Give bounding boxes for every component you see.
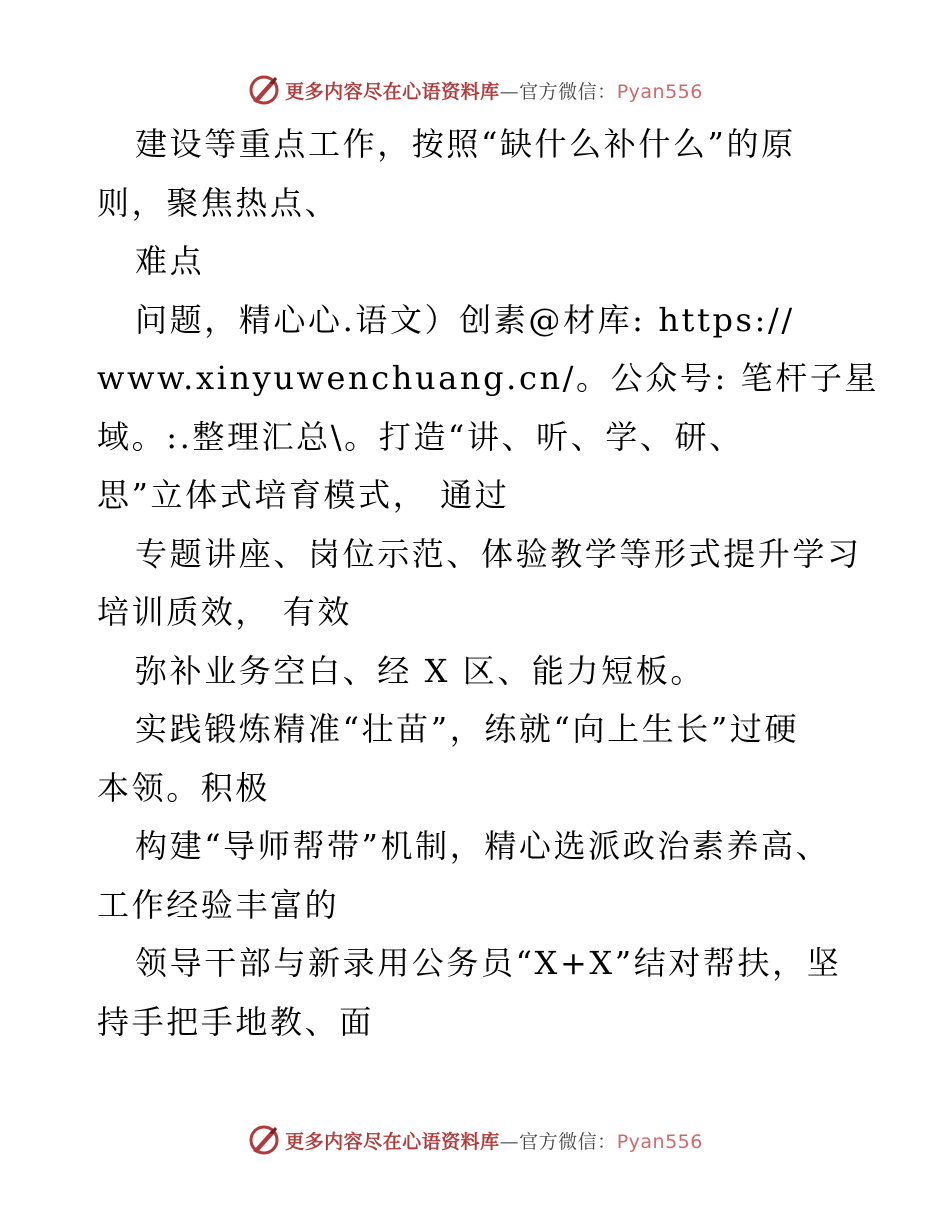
footer-banner [0, 1120, 950, 1160]
body-line: www.xinyuwenchuang.cn/。公众号: 笔杆子星 [97, 359, 880, 397]
header-banner-text [285, 77, 703, 104]
header-dash: — [499, 80, 520, 103]
body-line: 域。:.整理汇总\。打造“讲、听、学、研、 [97, 417, 744, 456]
footer-dash: — [499, 1130, 520, 1153]
header-banner [0, 70, 950, 110]
body-line: 领导干部与新录用公务员“X+X”结对帮扶，坚 [135, 944, 842, 982]
body-line: 培训质效， 有效 [97, 593, 352, 631]
header-account: Pyan556 [616, 80, 703, 103]
body-line: 本领。积极 [97, 768, 271, 807]
document-body [97, 115, 897, 1051]
footer-banner-text [285, 1127, 703, 1154]
pen-logo-icon [247, 73, 281, 107]
body-line: 专题讲座、岗位示范、体验教学等形式提升学习 [135, 534, 862, 573]
pen-logo-icon [247, 1123, 281, 1157]
body-line: 则，聚焦热点、 [97, 183, 340, 222]
body-line: 弥补业务空白、经 X 区、能力短板。 [135, 651, 705, 690]
body-line: 实践锻炼精准“壮苗”，练就“向上生长”过硬 [135, 710, 800, 748]
footer-official-label: 官方微信： [519, 1130, 617, 1153]
body-line: 建设等重点工作，按照“缺什么补什么”的原 [135, 125, 796, 163]
header-banner-inner [247, 73, 703, 107]
body-line: 构建“导师帮带”机制，精心选派政治素养高、 [135, 827, 831, 865]
footer-account: Pyan556 [616, 1130, 703, 1153]
footer-site-text: 更多内容尽在心语资料库 [285, 1130, 500, 1153]
body-line: 持手把手地教、面 [97, 1002, 374, 1041]
header-official-label: 官方微信： [519, 80, 617, 103]
header-site-text: 更多内容尽在心语资料库 [285, 80, 500, 103]
body-line: 问题，精心心.语文）创素@材库: https:// [135, 300, 795, 339]
footer-banner-inner [247, 1123, 703, 1157]
body-line: 难点 [135, 242, 205, 280]
body-line: 工作经验丰富的 [97, 885, 340, 924]
body-line: 思”立体式培育模式， 通过 [97, 476, 510, 514]
